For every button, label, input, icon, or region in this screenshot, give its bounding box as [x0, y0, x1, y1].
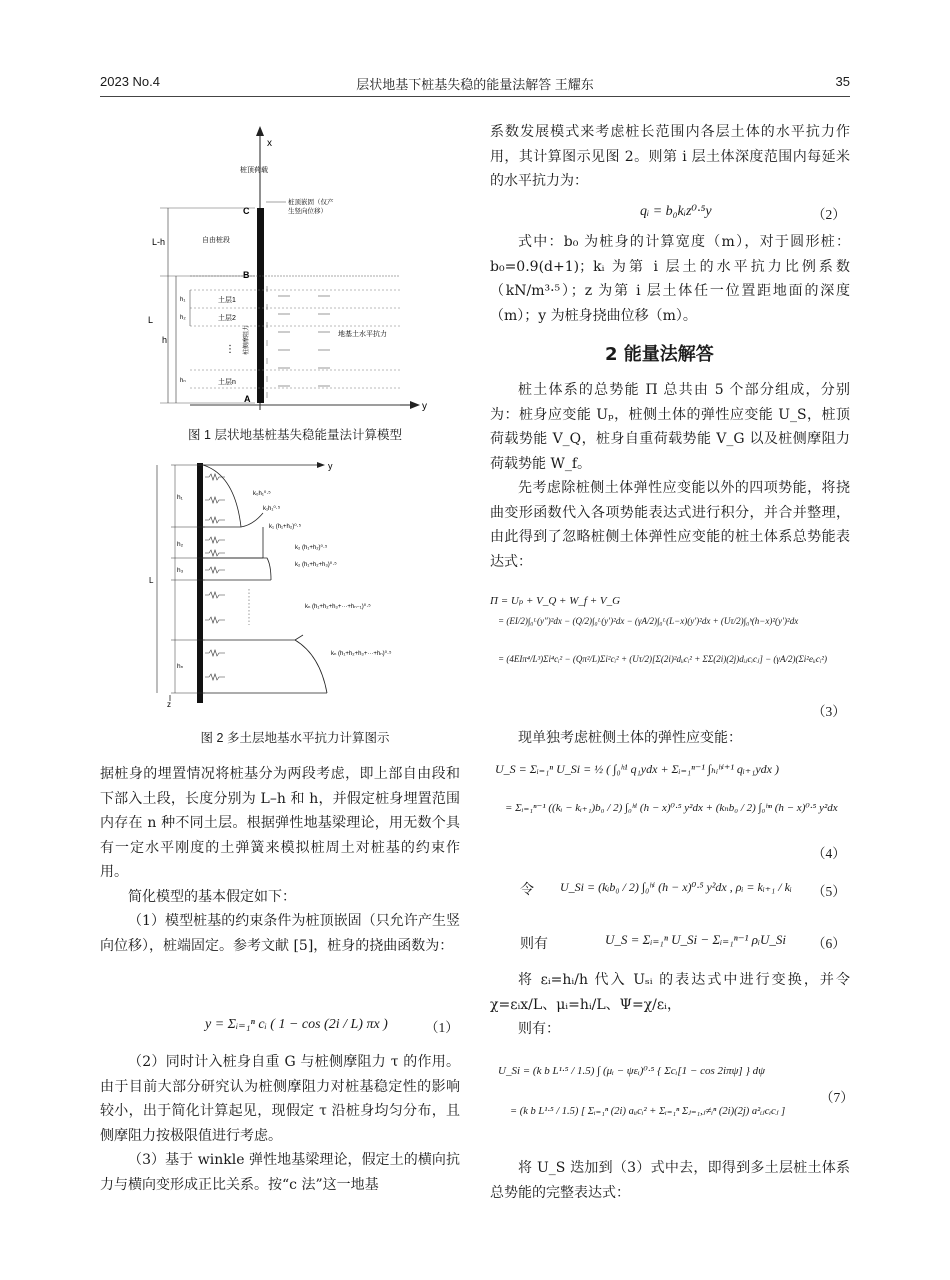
right-column-mid [490, 378, 850, 574]
fig1-top-load: 桩顶荷载 [240, 167, 268, 174]
fig1-embed-note-2: 生竖向位移） [288, 208, 327, 215]
page-number: 35 [835, 74, 850, 89]
fig2-h1: h₁ [177, 494, 183, 501]
left-column [100, 762, 460, 958]
equation-7-line-2: = (k b L¹·⁵ / 1.5) [ Σᵢ₌₁ⁿ (2i) aᵢᵢcᵢ² + Σᵢ₌₁ⁿ Σⱼ₌₁,ⱼ≠ᵢⁿ (2i)(2j) a²ᵢⱼcᵢcⱼ ] [510, 1106, 786, 1117]
fig2-k1b-label: k₁ (h₁+h₂)⁰·⁵ [269, 524, 302, 530]
section-title: 2 能量法解答 [605, 344, 714, 365]
figure-2-diagram [145, 455, 455, 710]
equation-1: y = Σᵢ₌₁ⁿ cᵢ ( 1 − cos (2i / L) πx ) [205, 1017, 388, 1032]
fig1-L-minus-h: L-h [152, 237, 166, 247]
ling-label: 令 [520, 882, 534, 898]
running-title: 层状地基下桩基失稳的能量法解答 王耀东 [356, 77, 594, 92]
equation-3-line-2: = (EI/2)∫₀ᴸ(y″)²dx − (Q/2)∫₀ᴸ(y′)²dx − (γA/2)∫₀ᴸ(L−x)(y′)²dx + (Uτ/2)∫₀ʰ(h−x)²(y′)²dx [498, 616, 799, 626]
left-paragraph-4: （2）同时计入桩身自重 G 与桩侧摩阻力 τ 的作用。由于目前大部分研究认为桩侧摩阻力对桩基稳定性的影响较小，出于简化计算起见，现假定 τ 沿桩身均匀分布，且侧摩阻力按极限值进行考虑。 [100, 1054, 460, 1144]
fig2-k2a-label: k₂ (h₁+h₂)⁰·⁵ [295, 545, 328, 551]
fig2-hn: hₙ [177, 663, 184, 670]
equation-4-line-1: U_S = Σᵢ₌₁ⁿ U_Si = ½ ( ∫₀ʰ¹ q₁ydx + Σᵢ₌₁ⁿ⁻¹ ∫ₕᵢʰⁱ⁺¹ qᵢ₊₁ydx ) [495, 762, 779, 776]
equation-5-number: （5） [812, 884, 846, 899]
fig1-embed-note-1: 桩顶嵌固（仅产 [288, 199, 334, 206]
right-paragraph-8: 将 U_S 迭加到（3）式中去，即得到多土层桩土体系总势能的完整表达式： [490, 1160, 850, 1201]
right-column-lower [490, 968, 850, 1042]
equation-3-line-1: Π = Uₚ + V_Q + W_f + V_G [490, 595, 621, 607]
equation-5: U_Si = (kᵢb₀ / 2) ∫₀ʰⁱ (h − x)⁰·⁵ y²dx , ρᵢ = kᵢ₊₁ / kᵢ [560, 880, 792, 894]
fig1-y-label: y [422, 401, 427, 412]
fig2-k2b-label: k₂ (h₁+h₂+h₃)⁰·⁵ [295, 562, 337, 568]
fig1-point-b: B [243, 270, 250, 280]
equation-6: U_S = Σᵢ₌₁ⁿ U_Si − Σᵢ₌₁ⁿ⁻¹ ρᵢU_Si [605, 932, 787, 947]
equation-1-number: （1） [425, 1020, 459, 1035]
equation-4-number: （4） [812, 846, 846, 861]
equation-2: qᵢ = b₀kᵢz⁰·⁵y [640, 204, 712, 219]
fig2-z-label: z [167, 700, 171, 709]
zeyou-label: 则有 [520, 936, 548, 952]
fig2-L: L [149, 576, 154, 585]
equation-4-line-2: = Σᵢ₌₁ⁿ⁻¹ ((kᵢ − kᵢ₊₁)b₀ / 2) ∫₀ʰⁱ (h − x)⁰·⁵ y²dx + (kₙb₀ / 2) ∫₀ʰⁿ (h − x)⁰·⁵ y²dx [505, 802, 838, 814]
equation-6-number: （6） [812, 936, 846, 951]
fig1-h1: h₁ [180, 297, 186, 303]
fig1-point-a: A [244, 394, 251, 404]
equation-3-line-3: = (4EIπ⁴/L³)Σi⁴cᵢ² − (Qπ²/L)Σi²cᵢ² + (Uτ/2)[Σ(2i)²dᵢᵢcᵢ² + ΣΣ(2i)(2j)dᵢⱼcᵢcⱼ] − (γA/2)(Σi²eᵢᵢcᵢ²) [498, 654, 827, 664]
header-rule [100, 96, 850, 97]
fig1-point-c: C [243, 206, 250, 216]
equation-7-number: （7） [820, 1090, 854, 1105]
figure-1-caption: 图 1 层状地基桩基失稳能量法计算模型 [188, 428, 402, 442]
right-column-final [490, 1156, 850, 1205]
fig2-kn1-label: kₙ (h₁+h₂+h₃+···+hₙ₋₁)⁰·⁵ [305, 604, 371, 610]
right-column-defs [490, 230, 850, 328]
fig2-h3: h₃ [177, 567, 184, 574]
equation-2-number: （2） [812, 207, 846, 222]
right-paragraph-7: 则有： [518, 1021, 560, 1037]
fig1-free-segment: 自由桩段 [202, 237, 230, 244]
right-paragraph-4: 先考虑除桩侧土体弹性应变能以外的四项势能，将挠曲变形函数代入各项势能表达式进行积分，并合并整理，由此得到了忽略桩侧土体弹性应变能的桩土体系总势能表达式： [490, 480, 850, 570]
left-paragraph-2: 简化模型的基本假定如下： [128, 888, 296, 905]
fig1-side-friction: 桩侧摩阻力 [244, 324, 250, 355]
fig2-k1a-label: k₁h₁⁰·⁵ [263, 506, 281, 512]
right-paragraph-3: 桩土体系的总势能 Π 总共由 5 个部分组成，分别为：桩身应变能 Uₚ，桩侧土体的弹性应变能 U_S，桩顶荷载势能 V_Q，桩身自重荷载势能 V_G 以及桩侧摩阻力荷载势能 W_f。 [490, 382, 850, 472]
fig2-h2: h₂ [177, 541, 184, 548]
right-paragraph-1: 系数发展模式来考虑桩长范围内各层土体的水平抗力作用，其计算图示见图 2。则第 i 层土体深度范围内每延米的水平抗力为： [490, 124, 850, 189]
fig1-pile [257, 208, 264, 403]
fig1-x-label: x [267, 138, 272, 149]
right-paragraph-5: 现单独考虑桩侧土体的弹性应变能： [518, 730, 742, 746]
right-paragraph-5-wrap [490, 726, 850, 751]
fig1-resistance-label: 地基土水平抗力 [338, 331, 387, 338]
fig1-layer2: 土层2 [218, 315, 236, 322]
equation-3-number: （3） [812, 704, 846, 719]
right-column-top [490, 120, 850, 194]
left-paragraph-5: （3）基于 winkle 弹性地基梁理论，假定土的横向抗力与横向变形成正比关系。按“c 法”这一地基 [100, 1152, 460, 1193]
fig2-kn2-label: kₙ (h₁+h₂+h₃+···+hₙ)⁰·⁵ [331, 651, 392, 657]
fig2-y-label: y [328, 461, 333, 471]
issue-label: 2023 No.4 [100, 74, 160, 89]
left-column-lower [100, 1050, 460, 1197]
left-paragraph-1: 据桩身的埋置情况将桩基分为两段考虑，即上部自由段和下部入土段，长度分别为 L–h 和 h，并假定桩身埋置范围内存在 n 种不同土层。根据弹性地基梁理论，用无数个具有一定水平刚度的土弹簧来模拟桩周土对桩基的约束作用。 [100, 766, 460, 880]
fig1-hn: hₙ [180, 378, 186, 384]
figure-1-diagram [130, 120, 460, 420]
fig1-h2: h₂ [180, 315, 186, 321]
fig1-layern: 土层n [218, 379, 236, 386]
right-paragraph-6: 将 εᵢ=hᵢ/h 代入 Uₛᵢ 的表达式中进行变换，并令 χ=εᵢx/L、μᵢ=hᵢ/L、Ψ=χ/εᵢ， [490, 972, 850, 1013]
page-header [100, 70, 850, 94]
fig1-h: h [162, 335, 168, 345]
left-paragraph-3: （1）模型桩基的约束条件为桩顶嵌固（只允许产生竖向位移），桩端固定。参考文献 [5]，桩身的挠曲函数为： [100, 913, 460, 954]
fig2-k0-label: k₀h₁⁰·⁵ [253, 491, 271, 497]
fig1-L: L [148, 315, 154, 325]
figure-2-caption: 图 2 多土层地基水平抗力计算图示 [200, 731, 390, 745]
right-paragraph-2: 式中：b₀ 为桩身的计算宽度（m），对于圆形桩：b₀=0.9(d+1)；kᵢ 为第 i 层土的水平抗力比例系数（kN/m³·⁵）；z 为第 i 层土体任一位置距地面的深度（m）；y 为桩身挠曲位移（m）。 [490, 234, 850, 324]
equation-7-line-1: U_Si = (k b L¹·⁵ / 1.5) ∫ (μᵢ − ψεᵢ)⁰·⁵ { Σcᵢ[1 − cos 2iπψ] } dψ [498, 1065, 765, 1077]
fig1-dots: ⋮ [225, 344, 235, 355]
fig1-layer1: 土层1 [218, 297, 236, 304]
